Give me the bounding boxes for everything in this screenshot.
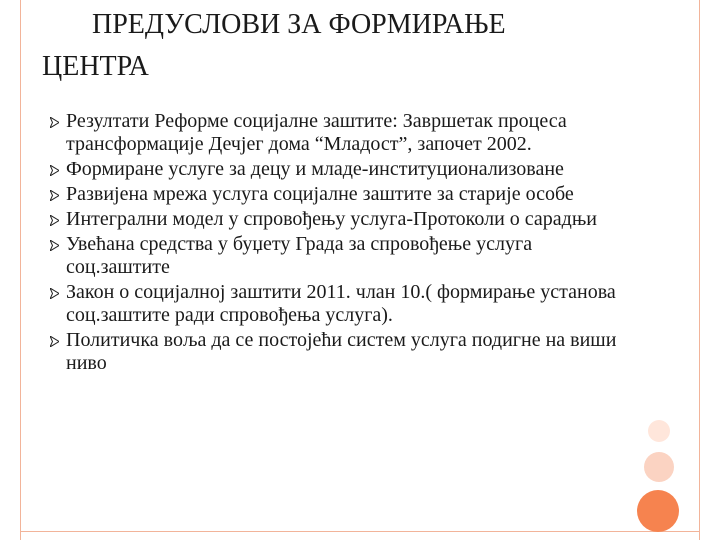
bullet-item bbox=[50, 233, 718, 279]
slide-title bbox=[42, 4, 642, 88]
bullet-text-line: соц.заштите bbox=[66, 256, 170, 278]
bullet-text-line: Формиране услуге за децу и младе-институционализоване bbox=[66, 158, 564, 180]
bullet-text-line: Увећана средства у буџету Града за спровођење услуга bbox=[66, 233, 533, 255]
bullet-text-line: Развијена мрежа услуга социјалне заштите за старије особе bbox=[66, 183, 574, 205]
bullet-item bbox=[50, 110, 718, 156]
arrowhead-bullet-icon bbox=[50, 165, 59, 176]
arrowhead-bullet-icon bbox=[50, 336, 59, 347]
slide-title-line-1: ПРЕДУСЛОВИ ЗА ФОРМИРАЊЕ bbox=[92, 9, 506, 40]
medium-circle-icon bbox=[644, 452, 674, 482]
bullet-item bbox=[50, 208, 718, 231]
large-circle-icon bbox=[637, 490, 679, 532]
left-border-line bbox=[20, 0, 21, 540]
bullet-text-line: трансформације Дечјег дома “Младост”, започет 2002. bbox=[66, 133, 532, 155]
bullet-text-line: соц.заштите ради спровођења услуга). bbox=[66, 304, 393, 326]
bullet-list bbox=[50, 110, 718, 377]
arrowhead-bullet-icon bbox=[50, 288, 59, 299]
arrowhead-bullet-icon bbox=[50, 215, 59, 226]
bullet-item bbox=[50, 329, 718, 375]
bullet-text-line: ниво bbox=[66, 352, 107, 374]
small-circle-icon bbox=[648, 420, 670, 442]
bullet-item bbox=[50, 158, 718, 181]
arrowhead-bullet-icon bbox=[50, 117, 59, 128]
bullet-item bbox=[50, 281, 718, 327]
bullet-item bbox=[50, 183, 718, 206]
decorative-circles bbox=[622, 420, 702, 540]
bullet-text-line: Интегрални модел у спровођењу услуга-Протоколи о сарадњи bbox=[66, 208, 597, 230]
arrowhead-bullet-icon bbox=[50, 190, 59, 201]
bottom-border-line bbox=[20, 531, 700, 532]
bullet-text-line: Резултати Реформе социјалне заштите: Завршетак процеса bbox=[66, 110, 567, 132]
slide-title-line-2: ЦЕНТРА bbox=[42, 51, 149, 82]
bullet-text-line: Закон о социјалној заштити 2011. члан 10.( формирање установа bbox=[66, 281, 616, 303]
bullet-text-line: Политичка воља да се постојећи систем услуга подигне на виши bbox=[66, 329, 617, 351]
arrowhead-bullet-icon bbox=[50, 240, 59, 251]
